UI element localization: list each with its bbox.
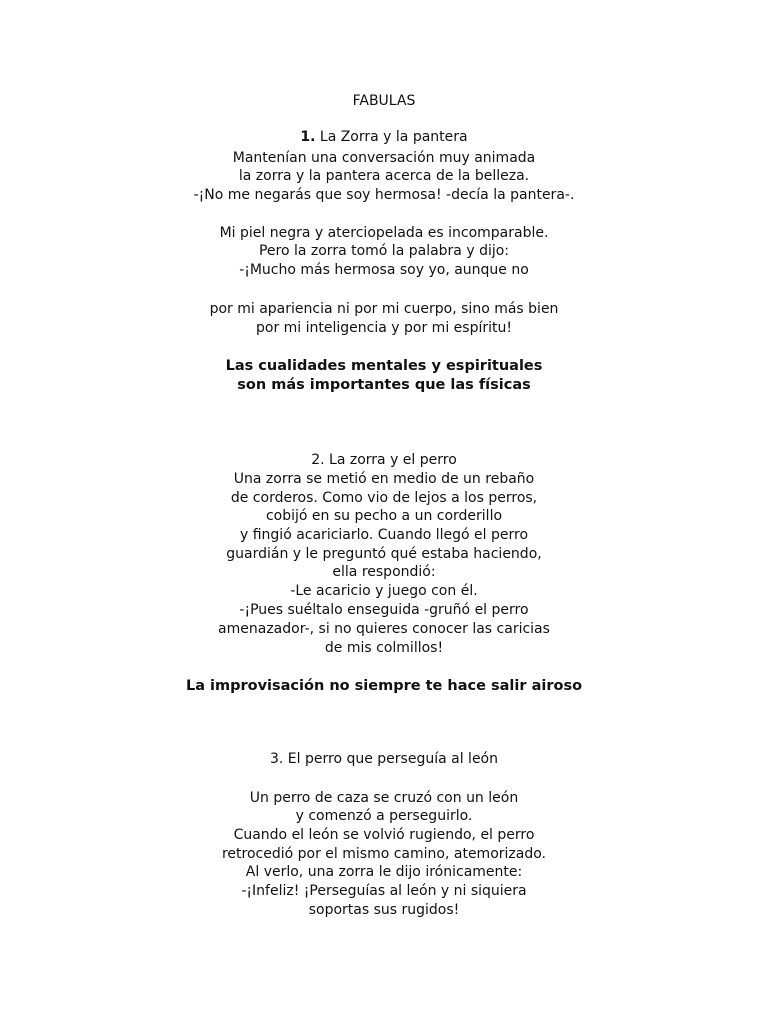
fable-2-line-5: guardián y le preguntó qué estaba haciendo, (226, 546, 542, 562)
fable-2-line-8: -¡Pues suéltalo enseguida -gruñó el perro (239, 602, 529, 618)
fable-1-number: 1. (300, 129, 316, 145)
fable-2-moral: La improvisación no siempre te hace salir airoso (185, 678, 583, 694)
fable-3-line-2: y comenzó a perseguirlo. (295, 808, 473, 824)
fable-1-line-4: Mi piel negra y aterciopelada es incomparable. (219, 225, 549, 241)
fable-1-line-1: Mantenían una conversación muy animada (232, 150, 536, 166)
fable-1-line-6: -¡Mucho más hermosa soy yo, aunque no (239, 262, 529, 278)
fable-1-moral-1: Las cualidades mentales y espirituales (225, 358, 543, 374)
fable-2-line-1: Una zorra se metió en medio de un rebaño (233, 471, 535, 487)
fable-1-line-5: Pero la zorra tomó la palabra y dijo: (258, 243, 510, 259)
fable-1-line-7: por mi apariencia ni por mi cuerpo, sino más bien (209, 301, 559, 317)
fable-3-line-1: Un perro de caza se cruzó con un león (249, 790, 519, 806)
fable-2-line-6: ella respondió: (332, 564, 436, 580)
fable-2-line-9: amenazador-, si no quieres conocer las caricias (218, 621, 550, 637)
fable-2-line-10: de mis colmillos! (324, 640, 444, 656)
fable-1-line-3: -¡No me negarás que soy hermosa! -decía la pantera-. (193, 187, 575, 203)
page-title: FABULAS (352, 93, 416, 109)
fable-1-title: La Zorra y la pantera (319, 129, 468, 145)
fable-2-line-2: de corderos. Como vio de lejos a los perros, (230, 490, 538, 506)
fable-3-title: 3. El perro que perseguía al león (270, 751, 498, 767)
fable-1-line-2: la zorra y la pantera acerca de la belleza. (238, 168, 530, 184)
fable-3-line-4: retrocedió por el mismo camino, atemorizado. (221, 846, 546, 862)
fable-2-title: 2. La zorra y el perro (311, 452, 457, 468)
fable-3-line-3: Cuando el león se volvió rugiendo, el perro (233, 827, 535, 843)
fable-2-line-3: cobijó en su pecho a un corderillo (265, 508, 503, 524)
fable-1-heading (0, 128, 768, 146)
fable-3-line-6: -¡Infeliz! ¡Perseguías al león y ni siquiera (241, 883, 527, 899)
fable-3-line-5: Al verlo, una zorra le dijo irónicamente: (245, 864, 523, 880)
fable-3-line-7: soportas sus rugidos! (308, 902, 460, 918)
fable-1-line-8: por mi inteligencia y por mi espíritu! (256, 320, 512, 336)
fable-1-moral-2: son más importantes que las físicas (237, 377, 531, 393)
fable-2-line-7: -Le acaricio y juego con él. (290, 583, 478, 599)
fable-2-line-4: y fingió acariciarlo. Cuando llegó el perro (239, 527, 529, 543)
